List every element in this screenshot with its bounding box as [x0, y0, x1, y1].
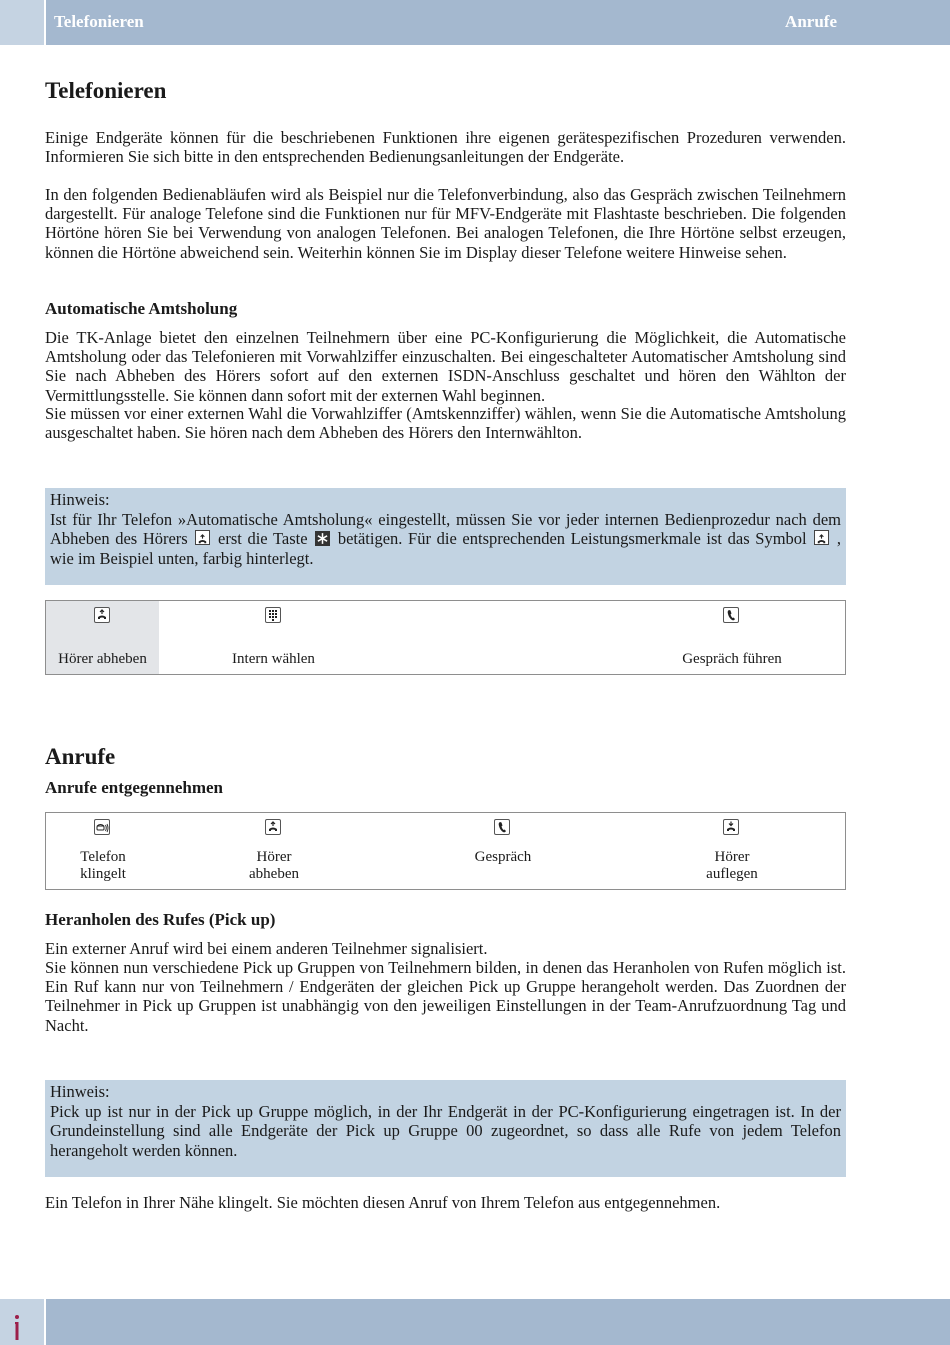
step-label-line1: Hörer — [714, 849, 750, 865]
header-separator — [44, 0, 46, 45]
procedure-steps-internal — [45, 600, 846, 675]
step-gespraech — [458, 813, 548, 889]
step-label-line2: abheben — [249, 866, 299, 882]
page-footer — [0, 1299, 950, 1345]
handset-lift-icon — [265, 819, 281, 835]
subsection-title-amtsholung: Automatische Amtsholung — [45, 299, 238, 318]
step-telefon-klingelt — [58, 813, 148, 889]
intro-paragraph: Einige Endgeräte können für die beschriebenen Funktionen ihre eigenen gerätespezifischen Prozeduren verwenden. Informieren Sie sich bitte in den entsprechenden Bedienungsanleitungen der Endgeräte. — [45, 128, 846, 167]
note-text-d: , wie im Beispiel unten, farbig hinterlegt. — [50, 529, 842, 568]
description-paragraph: In den folgenden Bedienabläufen wird als Beispiel nur die Telefonverbindung, also das Gespräch zwischen Teilnehmern dargestellt. Für analoge Telefone sind die Funktionen nur für MFV-Endgeräte mit Flashtaste beschrieben. Die folgenden Hörtöne hören Sie bei Verwendung von analogen Telefonen. Bei analogen Telefonen, die Ihre Hörtöne selbst erzeugen, können die Hörtöne abweichend sein. Weiterhin können Sie im Display dieser Telefone weitere Hinweise sehen. — [45, 185, 846, 262]
closing-paragraph: Ein Telefon in Ihrer Nähe klingelt. Sie möchten diesen Anruf von Ihrem Telefon aus entgegennehmen. — [45, 1193, 721, 1212]
note-text — [50, 510, 841, 569]
footer-separator — [44, 1299, 46, 1345]
pickup-paragraph-1: Ein externer Anruf wird bei einem anderen Teilnehmer signalisiert. — [45, 939, 488, 958]
handset-talk-icon — [494, 819, 510, 835]
step-label-line1: Telefon — [80, 849, 126, 865]
section-title-telefonieren: Telefonieren — [45, 78, 167, 103]
subsection-title-pickup: Heranholen des Rufes (Pick up) — [45, 910, 276, 929]
step-gespraech-fuehren — [662, 601, 802, 674]
step-hoerer-abheben — [46, 601, 159, 674]
note-text: Pick up ist nur in der Pick up Gruppe möglich, in der Ihr Endgerät in der PC-Konfigurierung eingetragen ist. In der Grundeinstellung sind alle Endgeräte der Pick up Gruppe 00 zugeordnet, so dass alle Rufe von jedem Telefon herangeholt werden können. — [50, 1101, 841, 1160]
footer-corner — [0, 1299, 44, 1345]
note-heading: Hinweis: — [50, 1082, 110, 1101]
header-chapter-title: Telefonieren — [54, 12, 144, 31]
step-label-line2: klingelt — [80, 866, 126, 882]
phone-ringing-icon — [94, 819, 110, 835]
pickup-paragraph-2: Sie können nun verschiedene Pick up Gruppen von Teilnehmern bilden, in denen das Heranholen von Rufen möglich ist. Ein Ruf kann nur von Teilnehmern / Endgeräten der gleichen Pick up Gruppe herangeholt werden. Das Zuordnen der Teilnehmer in Pick up Gruppen ist unabhängig von den jeweiligen Einstellungen in der Team-Anrufzuordnung Tag und Nacht. — [45, 958, 846, 1035]
step-intern-waehlen — [216, 601, 331, 674]
handset-hangup-icon — [723, 819, 739, 835]
handset-lift-icon — [195, 530, 210, 545]
note-box-pickup — [45, 1080, 846, 1177]
note-heading: Hinweis: — [50, 490, 110, 509]
procedure-steps-answer — [45, 812, 846, 890]
step-label: Gespräch führen — [682, 651, 782, 667]
header-corner — [0, 0, 44, 45]
step-label: Hörer abheben — [58, 651, 147, 667]
note-text-a: Ist für Ihr Telefon »Automatische Amtsholung« eingestellt, müssen Sie vor jeder internen Bedienprozedur nach dem Abheben des Hörers — [50, 509, 841, 548]
step-label: Intern wählen — [232, 651, 315, 667]
note-text-b: erst die Taste — [218, 529, 308, 548]
amtsholung-paragraph-2: Sie müssen vor einer externen Wahl die Vorwahlziffer (Amtskennziffer) wählen, wenn Sie die Automatische Amtsholung ausgeschaltet haben. Sie hören nach dem Abheben des Hörers den Internwählton. — [45, 404, 846, 443]
subsection-title-anrufe-entgegennehmen: Anrufe entgegennehmen — [45, 778, 224, 797]
step-label-line1: Hörer — [256, 849, 292, 865]
handset-talk-icon — [723, 607, 739, 623]
step-hoerer-abheben — [229, 813, 319, 889]
star-key-icon — [315, 531, 330, 546]
note-box-amtsholung — [45, 488, 846, 585]
note-text-c: betätigen. Für die entsprechenden Leistungsmerkmale ist das Symbol — [337, 529, 807, 548]
step-label-line1: Gespräch — [474, 849, 532, 865]
amtsholung-paragraph: Die TK-Anlage bietet den einzelnen Teilnehmern über eine PC-Konfigurierung die Möglichkeit, die Automatische Amtsholung oder das Telefonieren mit Vorwahlziffer einzuschalten. Bei eingeschalteter Automatischer Amtsholung sind Sie nach Abheben des Hörers sofort auf den externen ISDN-Anschluss geschaltet und hören den Wählton der Vermittlungsstelle. Sie können dann sofort mit der externen Wahl beginnen. — [45, 328, 846, 405]
step-label-line2: auflegen — [706, 866, 758, 882]
handset-lift-icon — [94, 607, 110, 623]
page-header — [0, 0, 950, 45]
step-hoerer-auflegen — [687, 813, 777, 889]
info-icon — [12, 1313, 22, 1343]
handset-lift-icon — [814, 530, 829, 545]
keypad-icon — [265, 607, 281, 623]
section-title-anrufe: Anrufe — [45, 744, 116, 769]
header-section-title: Anrufe — [785, 12, 837, 31]
